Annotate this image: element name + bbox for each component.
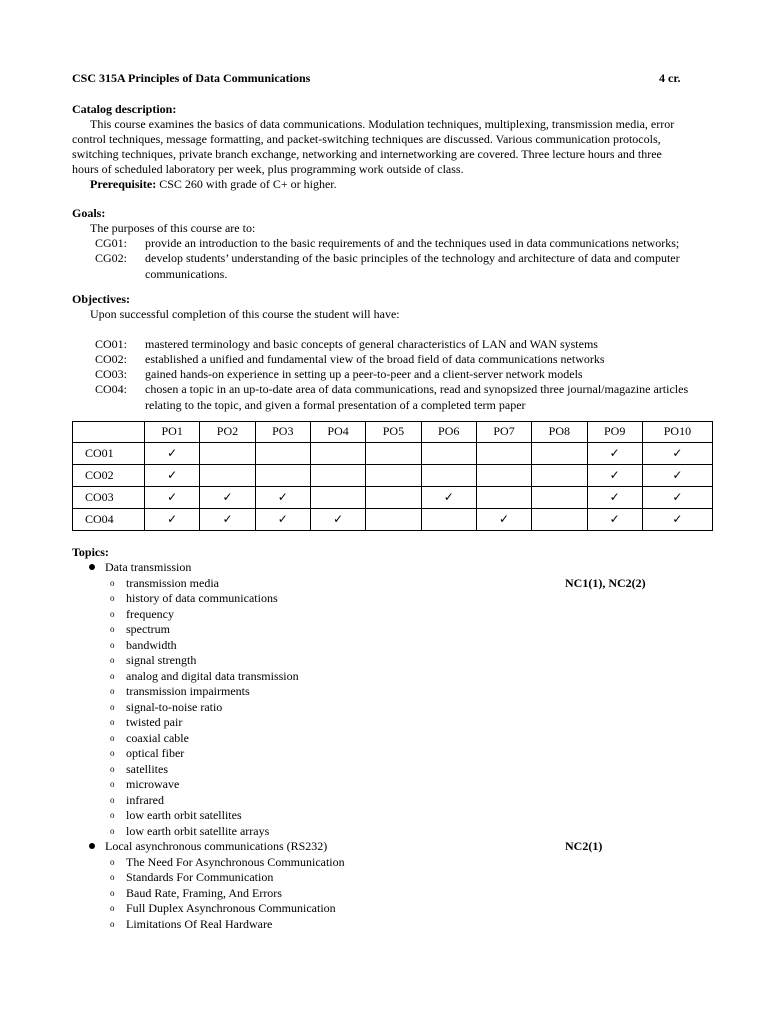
topic-subitem-text: spectrum	[126, 622, 170, 636]
topic-subitem	[110, 870, 273, 886]
matrix-check-cell: ✓	[587, 443, 642, 465]
topic-subitem	[110, 731, 189, 747]
matrix-check-cell: ✓	[145, 465, 200, 487]
topic-subitem-text: Standards For Communication	[126, 870, 274, 884]
matrix-empty-cell	[366, 443, 421, 465]
matrix-check-cell: ✓	[642, 487, 712, 509]
topic-subitem	[110, 777, 179, 793]
matrix-check-cell: ✓	[145, 443, 200, 465]
matrix-col-header: PO3	[255, 422, 310, 443]
objective-code: CO01:	[95, 337, 128, 351]
matrix-empty-cell	[200, 443, 255, 465]
topic-subitem-text: infrared	[126, 792, 164, 807]
matrix-empty-cell	[366, 487, 421, 509]
catalog-line-4: hours of scheduled laboratory per week, plus programming work outside of class.	[72, 162, 464, 176]
course-credits: 4 cr.	[659, 71, 681, 85]
topic-subitem-text: Full Duplex Asynchronous Communication	[126, 901, 336, 915]
circle-bullet-icon: o	[110, 748, 115, 758]
matrix-row	[73, 487, 713, 509]
matrix-empty-cell	[476, 443, 531, 465]
matrix-check-cell: ✓	[255, 487, 310, 509]
topic-subitem	[110, 762, 168, 778]
circle-bullet-icon: o	[110, 593, 115, 603]
matrix-check-cell: ✓	[642, 509, 712, 531]
circle-bullet-icon: o	[110, 887, 115, 898]
objective-text: chosen a topic in an up-to-date area of data communications, read and synopsized three journal/magazine articles relating to the topic, and given a formal presentation of a completed term paper	[145, 382, 689, 412]
matrix-empty-cell	[421, 443, 476, 465]
objective-text: gained hands-on experience in setting up a peer-to-peer and a client-server network models	[145, 367, 583, 381]
topic-group-title	[89, 839, 327, 855]
matrix-check-cell: ✓	[587, 509, 642, 531]
catalog-line-1: This course examines the basics of data communications. Modulation techniques, multiplexing, transmission media, error	[90, 117, 675, 131]
topic-subitem-text: frequency	[126, 606, 174, 621]
matrix-row	[73, 465, 713, 487]
circle-bullet-icon: o	[110, 810, 115, 820]
matrix-col-header: PO10	[642, 422, 712, 443]
matrix-col-header: PO1	[145, 422, 200, 443]
goal-text: develop students’ understanding of the basic principles of the technology and architecture of data and computer communications.	[145, 251, 680, 281]
topic-subitem	[110, 669, 299, 685]
topic-subitem	[110, 715, 182, 731]
matrix-check-cell: ✓	[145, 487, 200, 509]
circle-bullet-icon: o	[110, 608, 115, 619]
matrix-col-header: PO5	[366, 422, 421, 443]
matrix-empty-cell	[366, 509, 421, 531]
outcomes-matrix	[72, 421, 713, 531]
matrix-empty-cell	[476, 465, 531, 487]
matrix-row-label: CO04	[73, 509, 145, 531]
topic-tag: NC2(1)	[565, 839, 603, 853]
topic-subitem-text: satellites	[126, 761, 168, 776]
objective-text: mastered terminology and basic concepts of general characteristics of LAN and WAN systems	[145, 337, 598, 351]
topic-title-text: Data transmission	[105, 560, 192, 574]
topic-group-title	[89, 560, 191, 576]
catalog-line-2: control techniques, message formatting, and packet-switching techniques are discussed. Various communication protocols,	[72, 132, 661, 146]
circle-bullet-icon: o	[110, 794, 115, 805]
matrix-empty-cell	[310, 443, 365, 465]
matrix-check-cell: ✓	[200, 487, 255, 509]
objective-code: CO02:	[95, 352, 128, 366]
objectives-heading: Objectives:	[72, 292, 130, 306]
topic-subitem	[110, 576, 219, 592]
objective-code: CO04:	[95, 382, 128, 396]
topic-subitem-text: signal strength	[126, 653, 197, 667]
matrix-corner-cell	[73, 422, 145, 443]
topic-subitem	[110, 622, 170, 638]
matrix-col-header: PO7	[476, 422, 531, 443]
topic-subitem-text: low earth orbit satellites	[126, 808, 242, 822]
circle-bullet-icon: o	[110, 856, 115, 867]
matrix-empty-cell	[366, 465, 421, 487]
topic-subitem	[110, 886, 282, 902]
matrix-empty-cell	[421, 465, 476, 487]
matrix-empty-cell	[310, 487, 365, 509]
topic-tag: NC1(1), NC2(2)	[565, 575, 646, 590]
matrix-row	[73, 509, 713, 531]
topic-subitem-text: history of data communications	[126, 591, 278, 605]
matrix-empty-cell	[310, 465, 365, 487]
topic-subitem	[110, 607, 174, 623]
circle-bullet-icon: o	[110, 903, 115, 913]
prerequisite	[90, 177, 337, 193]
matrix-empty-cell	[476, 487, 531, 509]
matrix-col-header: PO2	[200, 422, 255, 443]
topic-subitem-text: twisted pair	[126, 715, 183, 729]
circle-bullet-icon: o	[110, 624, 115, 634]
goals-intro: The purposes of this course are to:	[90, 221, 256, 235]
prerequisite-text: CSC 260 with grade of C+ or higher.	[159, 177, 337, 191]
circle-bullet-icon: o	[110, 918, 115, 929]
topic-subitem	[110, 855, 345, 871]
topic-subitem	[110, 684, 250, 700]
topic-subitem	[110, 901, 336, 917]
topic-subitem	[110, 700, 222, 716]
topic-subitem-text: low earth orbit satellite arrays	[126, 823, 270, 838]
matrix-empty-cell	[200, 465, 255, 487]
topic-subitem	[110, 793, 164, 809]
topic-subitem-text: Baud Rate, Framing, And Errors	[126, 885, 282, 900]
circle-bullet-icon: o	[110, 779, 115, 789]
topic-subitem	[110, 638, 177, 654]
matrix-header-row	[73, 422, 713, 443]
matrix-row-label: CO03	[73, 487, 145, 509]
matrix-col-header: PO6	[421, 422, 476, 443]
matrix-check-cell: ✓	[642, 465, 712, 487]
circle-bullet-icon: o	[110, 763, 115, 774]
catalog-heading: Catalog description:	[72, 102, 177, 116]
catalog-line-3: switching techniques, private branch exchange, networking and internetworking are covered. Three lecture hours and three	[72, 147, 662, 161]
bullet-icon	[89, 843, 95, 849]
matrix-row-label: CO02	[73, 465, 145, 487]
topic-subitem-text: bandwidth	[126, 637, 177, 652]
objectives-intro: Upon successful completion of this course the student will have:	[90, 307, 400, 321]
matrix-check-cell: ✓	[421, 487, 476, 509]
objective-text: established a unified and fundamental view of the broad field of data communications networks	[145, 352, 605, 366]
circle-bullet-icon: o	[110, 577, 115, 588]
topic-subitem	[110, 808, 242, 824]
matrix-row-label: CO01	[73, 443, 145, 465]
topic-subitem-text: Limitations Of Real Hardware	[126, 916, 273, 931]
topic-subitem-text: The Need For Asynchronous Communication	[126, 854, 345, 869]
matrix-empty-cell	[421, 509, 476, 531]
matrix-col-header: PO9	[587, 422, 642, 443]
matrix-empty-cell	[532, 443, 587, 465]
topic-subitem	[110, 824, 269, 840]
matrix-row	[73, 443, 713, 465]
topic-subitem-text: signal-to-noise ratio	[126, 699, 223, 714]
matrix-empty-cell	[532, 487, 587, 509]
circle-bullet-icon: o	[110, 655, 115, 665]
topic-subitem-text: coaxial cable	[126, 730, 189, 745]
matrix-empty-cell	[255, 465, 310, 487]
topic-subitem-text: optical fiber	[126, 746, 185, 760]
topic-title-text: Local asynchronous communications (RS232)	[105, 839, 328, 853]
topic-subitem	[110, 591, 278, 607]
matrix-col-header: PO8	[532, 422, 587, 443]
matrix-check-cell: ✓	[642, 443, 712, 465]
circle-bullet-icon: o	[110, 825, 115, 836]
matrix-check-cell: ✓	[587, 465, 642, 487]
goals-heading: Goals:	[72, 206, 106, 220]
goal-code: CG02:	[95, 251, 128, 265]
matrix-check-cell: ✓	[587, 487, 642, 509]
matrix-check-cell: ✓	[200, 509, 255, 531]
topic-subitem	[110, 746, 184, 762]
matrix-col-header: PO4	[310, 422, 365, 443]
course-title: CSC 315A Principles of Data Communications	[72, 71, 311, 85]
topic-subitem-text: microwave	[126, 777, 180, 791]
objective-code: CO03:	[95, 367, 128, 381]
matrix-empty-cell	[255, 443, 310, 465]
circle-bullet-icon: o	[110, 639, 115, 650]
matrix-empty-cell	[532, 465, 587, 487]
topic-subitem	[110, 917, 272, 933]
circle-bullet-icon: o	[110, 732, 115, 743]
topic-subitem-text: transmission media	[126, 575, 219, 590]
topic-subitem-text: analog and digital data transmission	[126, 668, 299, 683]
topic-subitem-text: transmission impairments	[126, 684, 250, 698]
topics-heading: Topics:	[72, 545, 109, 559]
circle-bullet-icon: o	[110, 686, 115, 696]
circle-bullet-icon: o	[110, 670, 115, 681]
goal-text: provide an introduction to the basic requirements of and the techniques used in data communications networks;	[145, 236, 680, 250]
goal-code: CG01:	[95, 236, 128, 250]
matrix-check-cell: ✓	[476, 509, 531, 531]
prerequisite-label: Prerequisite:	[90, 177, 157, 191]
matrix-check-cell: ✓	[255, 509, 310, 531]
circle-bullet-icon: o	[110, 717, 115, 727]
matrix-check-cell: ✓	[310, 509, 365, 531]
circle-bullet-icon: o	[110, 701, 115, 712]
circle-bullet-icon: o	[110, 872, 115, 882]
bullet-icon	[89, 564, 95, 570]
matrix-check-cell: ✓	[145, 509, 200, 531]
matrix-empty-cell	[532, 509, 587, 531]
topic-subitem	[110, 653, 196, 669]
